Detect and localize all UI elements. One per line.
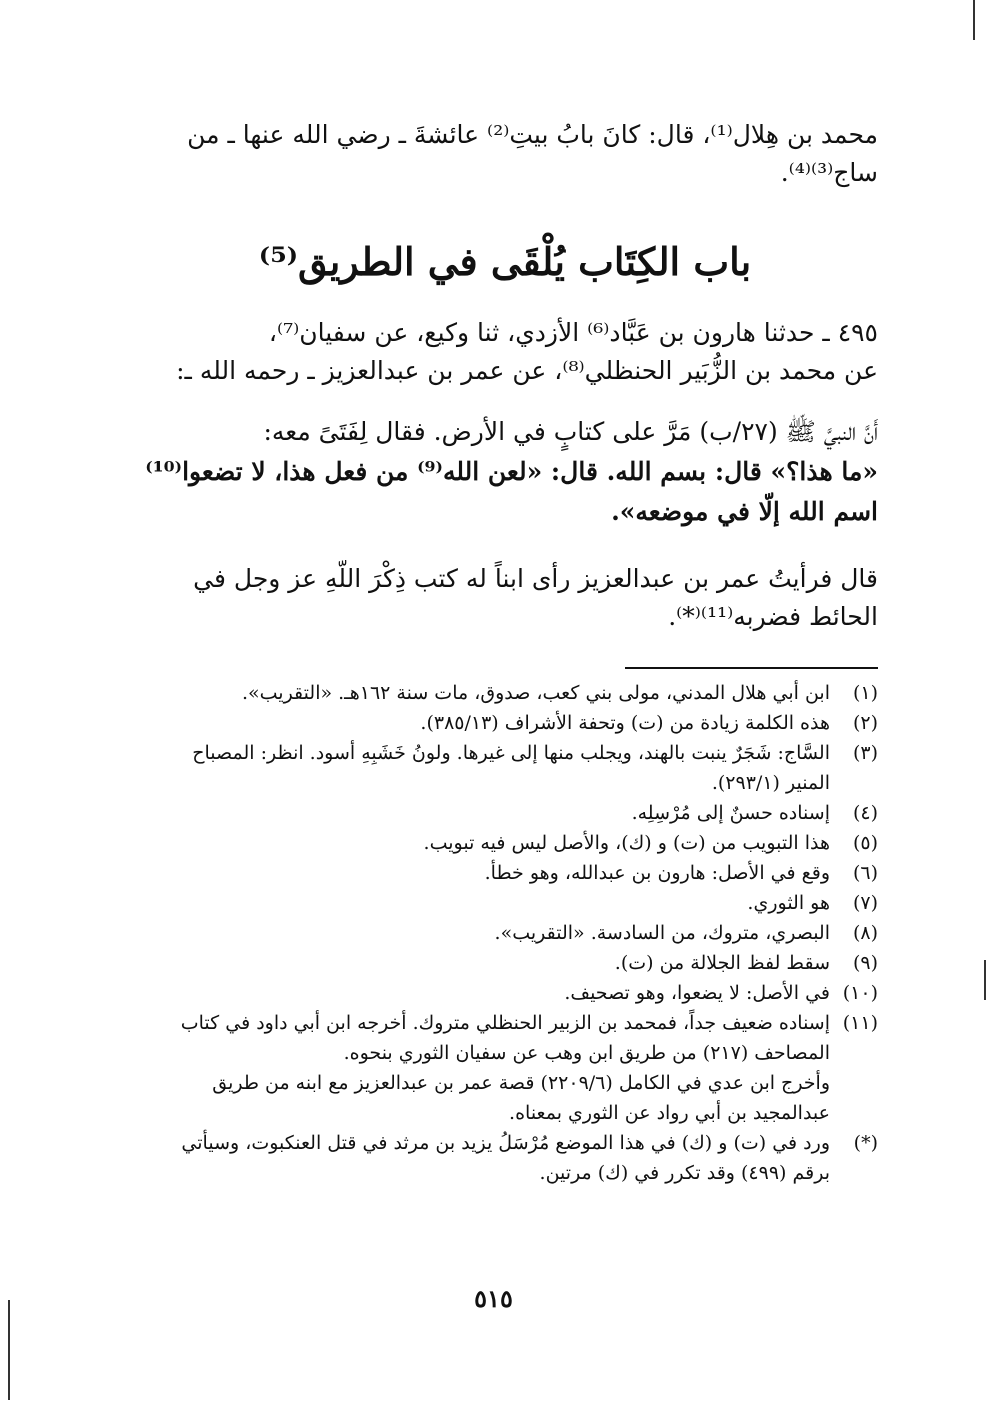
footnote-text: هذه الكلمة زيادة من (ت) وتحفة الأشراف (٣٨٥/١٣).: [420, 712, 830, 734]
footnote-6: [132, 858, 878, 888]
footnote-text: وقع في الأصل: هارون بن عبدالله، وهو خطأ.: [484, 862, 830, 884]
scan-edge-mark: [973, 0, 975, 40]
footnote-number: (٣): [852, 742, 878, 764]
footnote-number: (١٠): [842, 982, 878, 1004]
footnote-text: في الأصل: لا يضعوا، وهو تصحيف.: [564, 982, 830, 1004]
footnote-number: (٨): [852, 922, 878, 944]
footnote-11: [132, 1008, 878, 1128]
footnote-7: [132, 888, 878, 918]
footnote-text: البصري، متروك، من السادسة. «التقريب».: [494, 922, 830, 944]
footnote-number: (٥): [852, 832, 878, 854]
footnote-number: (٩): [852, 952, 878, 974]
footnote-number: (٤): [852, 802, 878, 824]
footnote-text: وأخرج ابن عدي في الكامل (٢٢٠٩/٦) قصة عمر بن عبدالعزيز مع ابنه من طريق: [212, 1072, 830, 1094]
footnote-text: هو الثوري.: [747, 892, 830, 914]
footnote-8: [132, 918, 878, 948]
matn-line-2: «ما هذا؟» قال: بسم الله. قال: «لعن الله⁽⁹⁾ من فعل هذا، لا تضعوا⁽¹⁰⁾: [145, 457, 878, 486]
closing-paragraph: [132, 560, 878, 636]
hadith-matn: [132, 412, 878, 532]
hadith-isnad: [132, 314, 878, 390]
footnote-text: المنير (٢٩٣/١).: [711, 772, 830, 794]
footnote-text: برقم (٤٩٩) وقد تكرر في (ك) مرتين.: [539, 1162, 830, 1184]
footnote-text: سقط لفظ الجلالة من (ت).: [614, 952, 830, 974]
scan-edge-mark: [984, 960, 986, 1000]
chapter-title: باب الكِتَاب يُلْقَى في الطريق⁽⁵⁾: [258, 239, 752, 284]
footnote-text: إسناده ضعيف جداً، فمحمد بن الزبير الحنظلي متروك. أخرجه ابن أبي داود في كتاب: [180, 1012, 830, 1034]
page-number: ٥١٥: [474, 1284, 513, 1313]
footnote-2: [132, 708, 878, 738]
footnote-star: [132, 1128, 878, 1188]
footnote-1: [132, 678, 878, 708]
intro-line-1: محمد بن هِلال⁽¹⁾، قال: كانَ بابُ بيتِ⁽²⁾ عائشةَ ـ رضي الله عنها ـ من: [187, 120, 878, 149]
footnote-10: [132, 978, 878, 1008]
footnote-number: (٦): [852, 862, 878, 884]
intro-paragraph: [132, 116, 878, 192]
matn-line-1: أَنَّ النبيَّ ﷺ (٢٧/ب) مَرَّ على كتابٍ في الأرض. فقال لِفَتَىً معه:: [263, 417, 878, 446]
footnote-5: [132, 828, 878, 858]
footnote-number: (١١): [842, 1012, 878, 1034]
footnotes: [132, 678, 878, 1188]
footnote-number: (٢): [852, 712, 878, 734]
footnote-9: [132, 948, 878, 978]
matn-line-3: اسم الله إلّا في موضعه».: [611, 497, 878, 526]
closing-line-1: قال فرأيتُ عمر بن عبدالعزيز رأى ابناً له كتب ذِكْرَ اللّهِ عز وجل في: [193, 564, 878, 593]
closing-line-2: الحائط فضربه⁽¹¹⁾⁽*⁾.: [668, 602, 878, 631]
isnad-line-2: عن محمد بن الزُّبَير الحنظلي⁽⁸⁾، عن عمر بن عبدالعزيز ـ رحمه الله ـ:: [176, 356, 878, 385]
footnote-text: المصاحف (٢١٧) من طريق ابن وهب عن سفيان الثوري بنحوه.: [343, 1042, 830, 1064]
footnote-number: (*): [853, 1132, 878, 1154]
footnote-text: السَّاج: شَجَرٌ ينبت بالهند، ويجلب منها إلى غيرها. ولونُ خَشَبِهِ أسود. انظر: المصباح: [192, 742, 830, 764]
scan-edge-mark: [8, 1300, 10, 1400]
footnote-4: [132, 798, 878, 828]
footnote-number: (١): [852, 682, 878, 704]
intro-line-2: ساج⁽³⁾⁽⁴⁾.: [780, 158, 878, 187]
footnote-text: هذا التبويب من (ت) و (ك)، والأصل ليس فيه تبويب.: [423, 832, 830, 854]
footnote-text: ورد في (ت) و (ك) في هذا الموضع مُرْسَلُ يزيد بن مرثد في قتل العنكبوت، وسيأتي: [181, 1132, 830, 1154]
isnad-line-1: ٤٩٥ ـ حدثنا هارون بن عَبَّاد⁽⁶⁾ الأزدي، ثنا وكيع، عن سفيان⁽⁷⁾،: [268, 318, 878, 347]
footnote-3: [132, 738, 878, 798]
footnote-text: ابن أبي هلال المدني، مولى بني كعب، صدوق، مات سنة ١٦٢هـ. «التقريب».: [241, 682, 830, 704]
footnote-number: (٧): [852, 892, 878, 914]
footnote-text: إسناده حسنٌ إلى مُرْسِلِه.: [631, 802, 830, 824]
footnote-text: عبدالمجيد بن أبي رواد عن الثوري بمعناه.: [509, 1102, 830, 1124]
footnote-separator: [625, 667, 878, 669]
